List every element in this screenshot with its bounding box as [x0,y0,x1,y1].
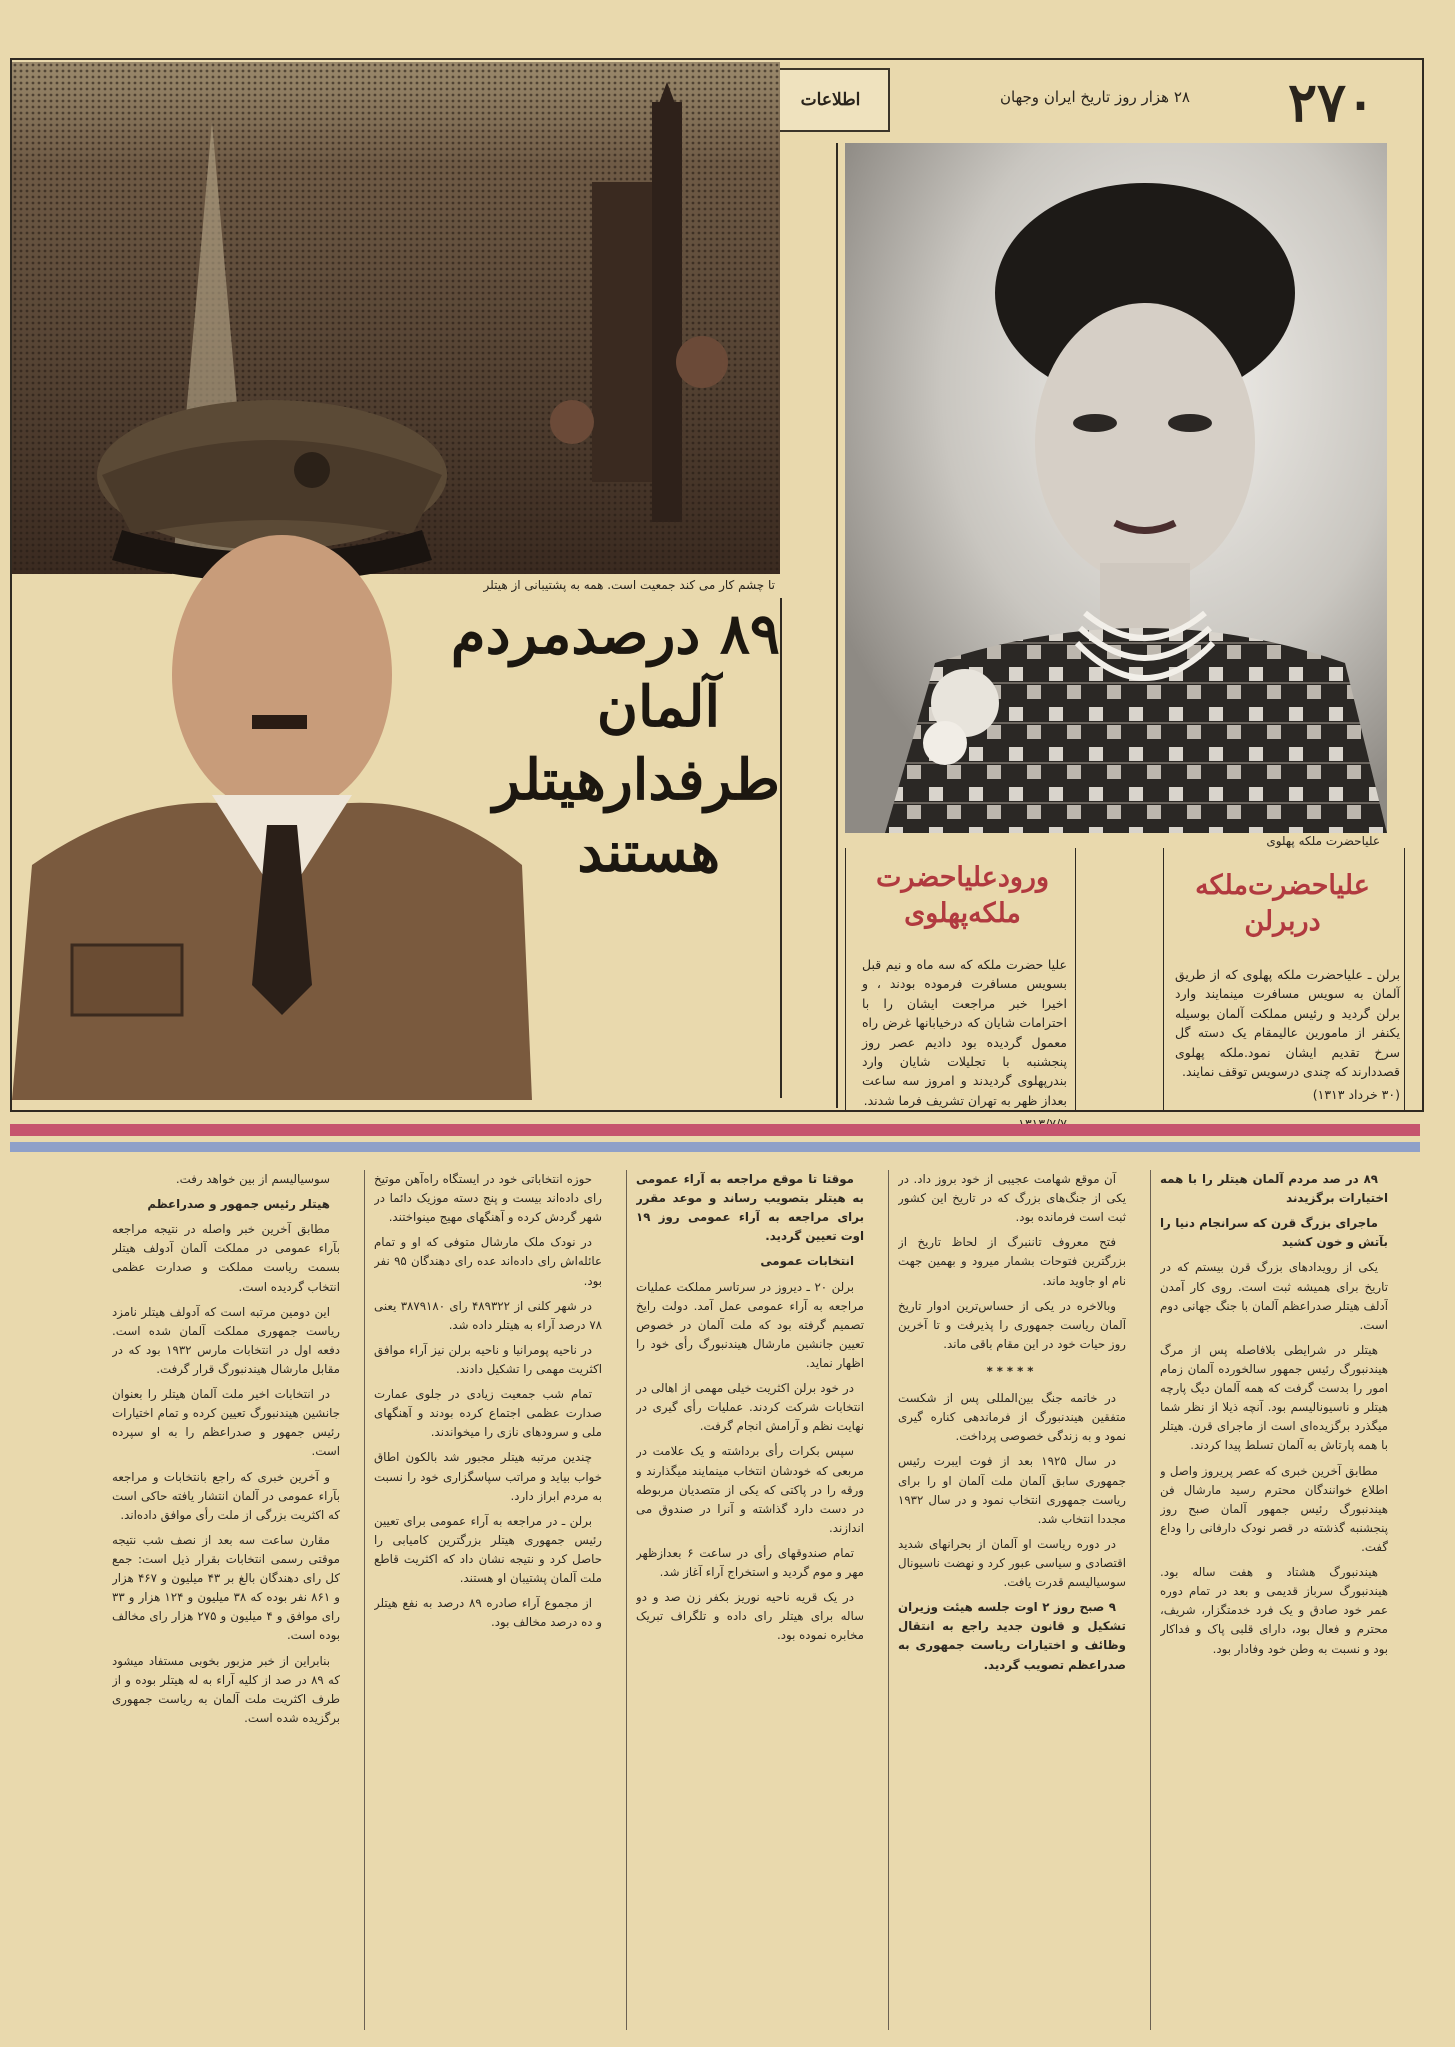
col2-p5: در سال ۱۹۲۵ بعد از فوت ایبرت رئیس جمهوری سابق آلمان ملت آلمان او را برای ریاست جمهوری انتخاب نمود و در سال ۱۹۳۲ مجددا انتخاب شد. [898,1454,1126,1526]
col4-p7: برلن ـ در مراجعه به آراء عمومی برای تعیین رئیس جمهوری هیتلر بزرگترین کامیابی را حاصل کرد و نتیجه نشان داد که اکثریت قاطع ملت آلمان پشتیبان او هستند. [374,1513,602,1586]
col4-p3: در شهر کلنی از ۴۸۹۳۲۲ رای ۳۸۷۹۱۸۰ یعنی ۷۸ درصد آراء به هیتلر داده شد. [374,1298,602,1332]
col2-p3: وبالاخره در یکی از حساس‌ترین ادوار تاریخ آلمان ریاست جمهوری را پذیرفت و تا آخرین روز حیات خود در این مقام باقی ماند. [898,1298,1126,1351]
headline-rule [780,598,782,1098]
right-stories-divider-b [1163,848,1164,1111]
story2-title [855,860,1070,933]
page-number: ۲۷۰ [1287,70,1375,134]
story2-title-line1: ورودعلیاحضرت [876,862,1049,893]
col1-p4: هیتلر در شرایطی بلافاصله پس از مرگ هیندنبورگ رئیس جمهور سالخورده آلمان زمام امور را بدست گرفت که همه آلمان دیگ پارچه هیتلر و ناسیونالیسم بود. آنچه ذیلا از نظر شما میگذرد برگزیده‌ای است از ماجرای قرن. هیتلر با همه پارتاش به آلمان تسلط پیدا کردند. [1160,1342,1388,1453]
column-separator-1 [1150,1170,1151,2030]
story1-title [1170,868,1395,941]
rally-photo-caption: تا چشم کار می کند جمعیت است. همه به پشتیبانی از هیتلر [483,578,775,592]
story2-title-line2: ملکه‌پهلوی [904,898,1021,930]
story1-text: برلن ـ علیاحضرت ملکه پهلوی که از طریق آلمان به سویس مسافرت مینمایند وارد برلن گردید و رئیس مملکت آلمان بوسیله یکنفر از مامورین عالیمقام یک دسته گل سرخ تقدیم ایشان نمود.ملکه پهلوی قصددارند که چندی درسویس توقف نمایند. [1175,967,1400,1079]
col5-p7: بنابراین از خبر مزبور بخوبی مستفاد میشود که ۸۹ در صد از کلیه آراء به له هیتلر بوده و از طرف اکثریت ملت آلمان به ریاست جمهوری برگزیده شده است. [112,1653,340,1725]
col1-p3: یکی از رویدادهای بزرگ قرن بیستم که در تاریخ برای همیشه ثبت است. روی کار آمدن آدلف هیتلر صدراعظم آلمان با جنگ جهانی دوم است. [1160,1260,1388,1332]
col2-p4: در خاتمه جنگ بین‌المللی پس از شکست متفقین هیندنبورگ از فرماندهی کناره گیری نمود و به زندگی خصوصی پرداخت. [898,1391,1126,1444]
col5-p1: سوسیالیسم از بین خواهد رفت. [175,1172,330,1186]
col5-p3: این دومین مرتبه است که آدولف هیتلر نامزد ریاست جمهوری مملکت آلمان شده است. دفعه اول در انتخابات مارس ۱۹۳۲ بود که در مقابل مارشال هیندنبورگ قرار گرفت. [112,1304,340,1376]
col3-p2: برلن ۲۰ ـ دیروز در سرتاسر مملکت عملیات مراجعه به آراء عمومی عمل آمد. دولت رایخ تصمیم گرفته بود که ملت آلمان در خصوص تعیین جانشین مارشال هیندنبورگ رأی خود را اظهار نماید. [636,1279,864,1370]
col2-p1: آن موقع شهامت عجیبی از خود بروز داد. در یکی از جنگ‌های بزرگ که در تاریخ این کشور ثبت است فرمانده بود. [898,1172,1126,1225]
col2-stars: ***** [986,1363,1038,1378]
right-stories-divider-c [1075,848,1076,1111]
col3-p1: موقتا تا موقع مراجعه به آراء عمومی به هیتلر بتصویب رساند و موعد مقرر برای مراجعه به آراء عمومی روز ۱۹ اوت تعیین گردید. [636,1172,864,1244]
col3-p3: در خود برلن اکثریت خیلی مهمی از اهالی در انتخابات شرکت کردند. عملیات رأی گیری در نهایت نظم و آرامش انجام گرفت. [636,1381,864,1434]
col5-p6: مقارن ساعت سه بعد از نصف شب نتیجه موقتی رسمی انتخابات بقرار ذیل است: جمع کل رای دهندگان بالغ بر ۴۳ میلیون و ۴۶۷ هزار و ۸۶۱ نفر بوده که ۳۸ میلیون و ۱۲۴ هزار و ۳۳ رای موافق و ۴ میلیون و ۲۷۵ هزار رای مخالف بوده است. [112,1532,340,1643]
headline-line3: طرفدارهیتلر [493,746,780,813]
col3-p5: تمام صندوقهای رأی در ساعت ۶ بعدازظهر مهر و موم گردید و استخراج آراء آغاز شد. [636,1545,864,1580]
section-divider-bars [10,1124,1420,1152]
column-2 [898,1170,1126,2030]
column-3 [636,1170,864,2030]
story1-date: (۳۰ خرداد ۱۳۱۳) [1312,1087,1400,1103]
column-separator-3 [626,1170,627,2030]
col4-p2: در نودک ملک مارشال متوفی که او و تمام عائله‌اش رای داده‌اند عده رای دهندگان ۹۵ نفر بود. [374,1235,602,1288]
series-title: ۲۸ هزار روز تاریخ ایران وجهان [1000,88,1190,106]
right-stories-divider-d [845,848,846,1111]
col4-p4: در ناحیه پومرانیا و ناحیه برلن نیز آراء موافق اکثریت مهمی را تشکیل دادند. [374,1342,602,1376]
col5-p5: و آخرین خبری که راجع بانتخابات و مراجعه بآراء عمومی در آلمان انتشار یافته حاکی است که اکثریت بزرگی از ملت رأی موافق داده‌اند. [112,1469,340,1522]
headline-line4: هستند [577,819,720,886]
story1-title-line2: دربرلن [1244,906,1321,938]
col3-p6: در یک قریه ناحیه نوریز بکفر زن صد و دو ساله برای هیتلر رای داده و تلگراف تبریک مخابره نموده بود. [636,1590,864,1643]
blue-bar [10,1142,1420,1152]
col4-p1: حوزه انتخاباتی خود در ایستگاه راه‌آهن موتیخ رای داده‌اند بیست و پنج دسته موزیک دائما در شهر گردش کرده و آهنگهای مهیج مینواختند. [374,1172,602,1225]
story1-body [1175,965,1400,1105]
col3-p4: سپس بکرات رأی برداشته و یک علامت در مربعی که خودشان انتخاب مینمایند میگذارند و ورقه را در پاکتی که یکی از متصدیان مربوطه در دست دارد گذاشته و آنرا در صندوق می اندازند. [636,1444,864,1535]
col1-p1: ۸۹ در صد مردم آلمان هیتلر را با همه اختیارات برگزیدند [1160,1172,1388,1206]
main-headline [380,598,780,889]
col3-subhead: انتخابات عمومی [760,1254,854,1269]
newspaper-logo: اطلاعات [771,68,890,132]
col1-p2: ماجرای بزرگ قرن که سرانجام دنیا را بآتش و خون کشید [1160,1216,1388,1250]
queen-portrait-photo [845,143,1387,833]
col5-p4: در انتخابات اخیر ملت آلمان هیتلر را بعنوان جانشین هیندنبورگ تعیین کرده و تمام اختیارات رئیس جمهور و صدراعظم را به او سپرده است. [112,1387,340,1459]
col2-p7: ۹ صبح روز ۲ اوت جلسه هیئت وزیران تشکیل و قانون جدید راجع به انتقال وظائف و اختیارات ریاست جمهوری به صدراعظم تصویب گردید. [898,1600,1126,1672]
column-5 [112,1170,340,2030]
col4-p5: تمام شب جمعیت زیادی در جلوی عمارت صدارت عظمی اجتماع کرده بودند و آهنگهای ملی و سرودهای نازی را میخواندند. [374,1387,602,1440]
story2-body [862,955,1067,1133]
headline-line1: ۸۹ درصدمردم [450,601,780,667]
column-separator-4 [364,1170,365,2030]
col5-subhead: هیتلر رئیس جمهور و صدراعظم [147,1197,330,1212]
col2-p6: در دوره ریاست او آلمان از بحرانهای شدید اقتصادی و سیاسی عبور کرد و نهضت ناسیونال سوسیالیسم قدرت یافت. [898,1536,1126,1590]
headline-line2: آلمان [596,673,720,740]
column-1 [1160,1170,1388,2030]
col5-p2: مطابق آخرین خبر واصله در نتیجه مراجعه بآراء عمومی در مملکت آلمان آدولف هیتلر بسمت ریاست مملکت و صدارت عظمی انتخاب گردیده است. [112,1222,340,1294]
right-stories-divider-a [1404,848,1405,1111]
story2-text: علیا حضرت ملکه که سه ماه و نیم قبل بسویس مسافرت فرموده بودند ، و اخیرا خبر مراجعت ایشان را با احترامات شایان که درخیابانها غرض راه معمول گردیده بود دادیم عصر روز پنجشنبه با تجلیلات شایان وارد بندرپهلوی گردیدند و امروز سه ساعت بعداز ظهر به تهران تشریف فرما شدند. [862,957,1067,1108]
col4-p6: چندین مرتبه هیتلر مجبور شد بالکون اطاق خواب بیاید و مراتب سپاسگزاری خود را نسبت به مردم ابراز دارد. [374,1450,602,1503]
column-separator-2 [888,1170,889,2030]
col2-p2: فتح معروف تاننبرگ از لحاظ تاریخ از بزرگترین فتوحات بشمار میرود و بهمین جهت نام او جاوید ماند. [898,1235,1126,1288]
col4-p8: از مجموع آراء صادره ۸۹ درصد به نفع هیتلر و ده درصد مخالف بود. [374,1596,602,1630]
queen-photo-caption: علیاحضرت ملکه پهلوی [1266,834,1380,848]
photo-divider [836,143,838,1108]
column-4 [374,1170,602,2030]
story1-title-line1: علیاحضرت‌ملکه [1195,870,1370,901]
col1-p6: هیندنبورگ هشتاد و هفت ساله بود. هیندنبورگ سرباز قدیمی و بعد در تمام دوره عمر خود صادق و یک فرد خدمتگزار، شریف، محترم و فعال بود، دارای قلبی پاک و فداکار بود و نسبت به وطن خود وفادار بود. [1160,1565,1388,1656]
col1-p5: مطابق آخرین خبری که عصر پریروز واصل و اطلاع خوانندگان محترم رسید مارشال فن هیندنبورگ رئیس جمهور آلمان صبح روز پنجشنبه گذشته در قصر نودک دارفانی را وداع گفت. [1160,1463,1388,1554]
red-bar [10,1124,1420,1136]
